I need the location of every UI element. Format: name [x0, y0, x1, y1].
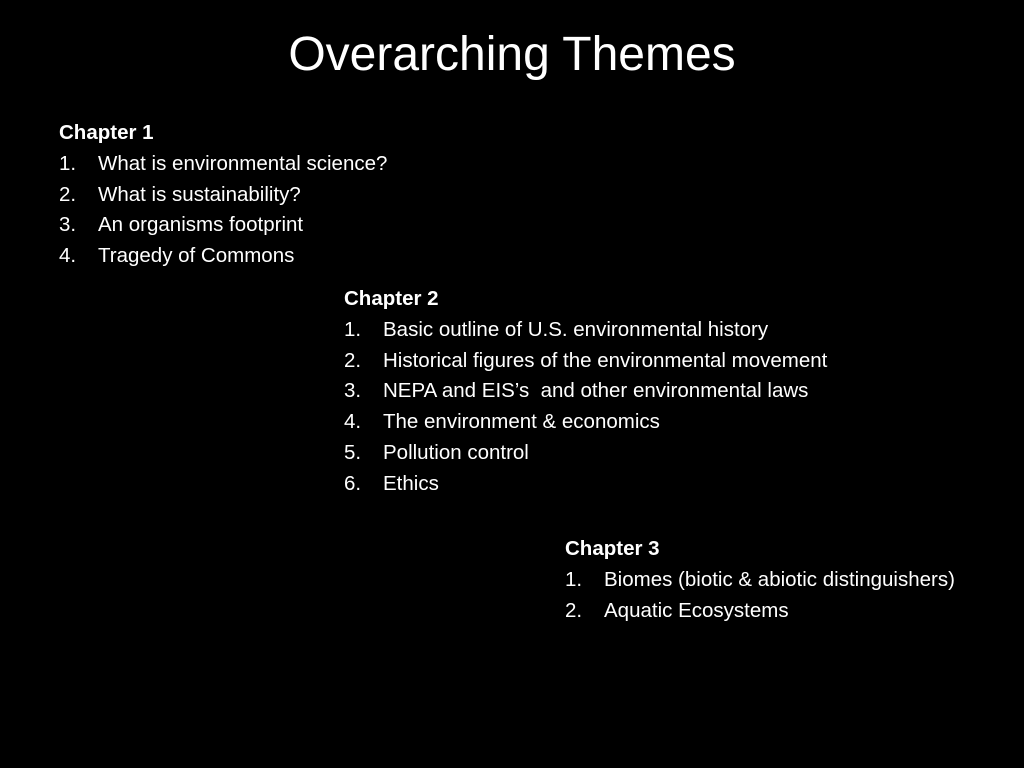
slide-title: Overarching Themes — [288, 28, 736, 81]
list-item — [344, 315, 827, 346]
list-item-text: Ethics — [383, 471, 439, 495]
list-item — [565, 565, 955, 596]
list-item — [59, 210, 387, 241]
list-item-number: 2. — [344, 348, 362, 372]
topic-list — [344, 315, 827, 500]
topic-list — [565, 565, 955, 627]
list-item-number: 1. — [565, 567, 583, 591]
list-item-text: The environment & economics — [383, 410, 660, 434]
list-item-number: 5. — [344, 440, 362, 464]
list-item — [344, 376, 827, 407]
chapter-3-section — [565, 534, 955, 626]
list-item-number: 4. — [59, 244, 77, 268]
list-item-number: 3. — [59, 213, 77, 237]
topic-list — [59, 149, 387, 272]
list-item — [565, 596, 955, 627]
chapter-2-section — [344, 284, 827, 500]
list-item-text: What is sustainability? — [98, 182, 301, 206]
list-item-text: Tragedy of Commons — [98, 244, 295, 268]
chapter-1-section — [59, 118, 387, 272]
list-item-text: NEPA and EIS’s and other environmental laws — [383, 379, 809, 403]
list-item — [59, 180, 387, 211]
list-item-number: 2. — [59, 182, 77, 206]
list-item-text: What is environmental science? — [98, 151, 388, 175]
list-item-number: 1. — [344, 317, 362, 341]
list-item-number: 1. — [59, 151, 77, 175]
chapter-heading: Chapter 3 — [565, 537, 660, 560]
list-item — [344, 346, 827, 377]
chapter-heading: Chapter 2 — [344, 287, 439, 310]
list-item-text: Historical figures of the environmental movement — [383, 348, 828, 372]
list-item-number: 2. — [565, 598, 583, 622]
list-item-number: 6. — [344, 471, 362, 495]
list-item-text: Biomes (biotic & abiotic distinguishers) — [604, 567, 955, 591]
list-item — [59, 149, 387, 180]
list-item-text: Aquatic Ecosystems — [604, 598, 789, 622]
list-item-text: Pollution control — [383, 440, 529, 464]
list-item — [344, 469, 827, 500]
list-item-number: 3. — [344, 379, 362, 403]
list-item — [59, 241, 387, 272]
list-item — [344, 438, 827, 469]
list-item-number: 4. — [344, 410, 362, 434]
list-item-text: An organisms footprint — [98, 213, 304, 237]
list-item — [344, 407, 827, 438]
chapter-heading: Chapter 1 — [59, 121, 154, 144]
list-item-text: Basic outline of U.S. environmental history — [383, 317, 769, 341]
